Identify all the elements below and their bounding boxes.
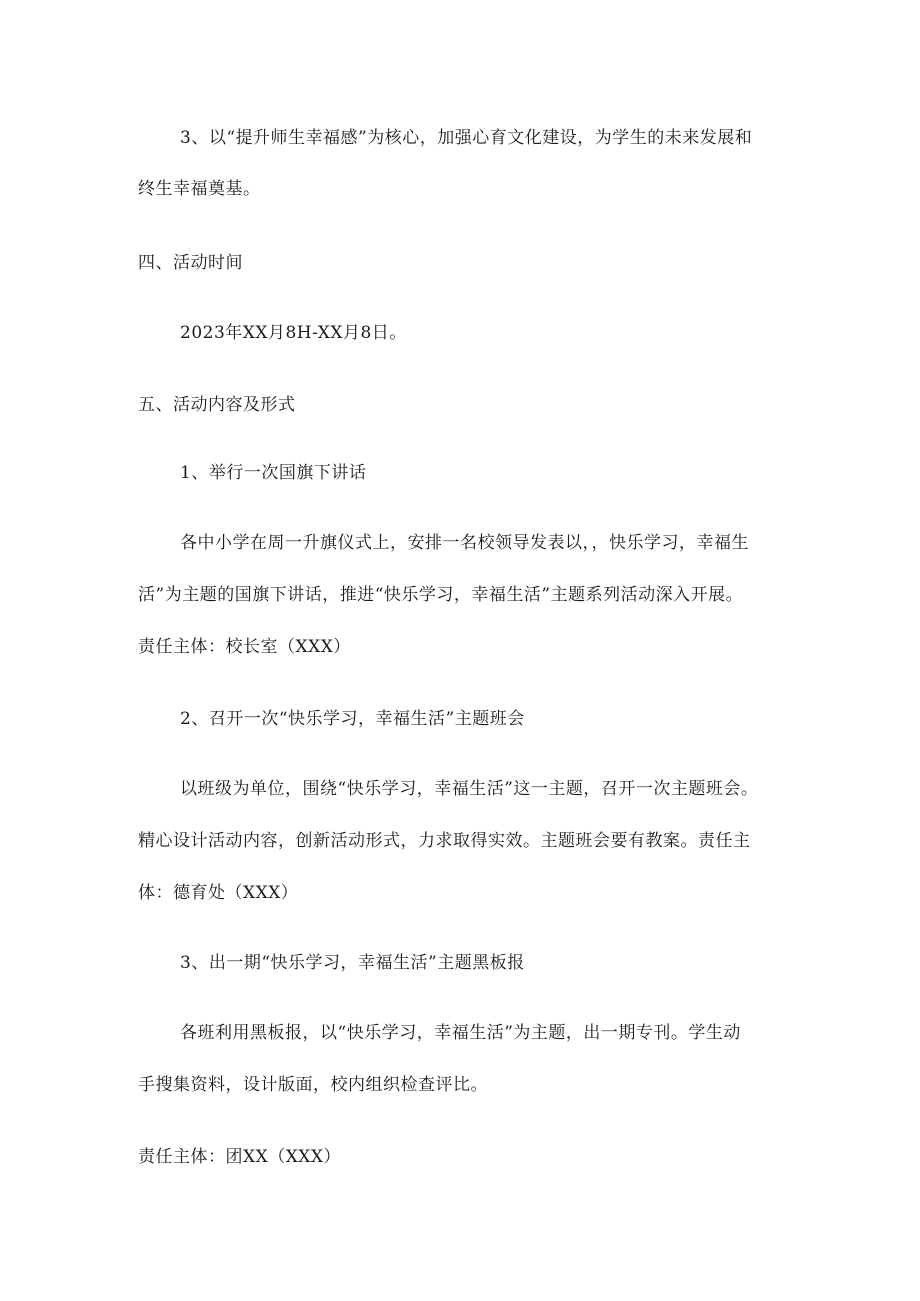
item-heading-blackboard: 3、出一期“快乐学习，幸福生活”主题黑板报: [180, 953, 525, 973]
paragraph-flag-speech-line-2: 活”为主题的国旗下讲话，推进“快乐学习，幸福生活”主题系列活动深入开展。: [138, 585, 744, 605]
section-heading-activity-content: 五、活动内容及形式: [138, 395, 296, 415]
paragraph-flag-speech-line-1: 各中小学在周一升旗仪式上，安排一名校领导发表以，，快乐学习，幸福生: [180, 533, 749, 553]
paragraph-blackboard-line-2: 手搜集资料，设计版面，校内组织检查评比。: [138, 1075, 488, 1095]
activity-date: 2023年XX月8H-XX月8日。: [180, 323, 407, 343]
paragraph-goal-3-line-2: 终生幸福奠基。: [138, 179, 261, 199]
paragraph-blackboard-line-1: 各班利用黑板报，以“快乐学习，幸福生活”为主题，出一期专刊。学生动: [180, 1023, 741, 1043]
item-heading-class-meeting: 2、召开一次“快乐学习，幸福生活”主题班会: [180, 709, 525, 729]
section-heading-activity-time: 四、活动时间: [138, 253, 243, 273]
responsible-party-league: 责任主体：团XX（XXX）: [138, 1147, 342, 1167]
paragraph-goal-3-line-1: 3、以“提升师生幸福感”为核心，加强心育文化建设，为学生的未来发展和: [180, 128, 753, 148]
paragraph-class-meeting-line-1: 以班级为单位，围绕“快乐学习，幸福生活”这一主题，召开一次主题班会。: [180, 779, 759, 799]
paragraph-class-meeting-line-2: 精心设计活动内容，创新活动形式，力求取得实效。主题班会要有教案。责任主: [138, 831, 751, 851]
item-heading-flag-speech: 1、举行一次国旗下讲话: [180, 463, 367, 483]
paragraph-class-meeting-line-3: 体：德育处（XXX）: [138, 883, 299, 903]
responsible-party-principal: 责任主体：校长室（XXX）: [138, 637, 351, 657]
